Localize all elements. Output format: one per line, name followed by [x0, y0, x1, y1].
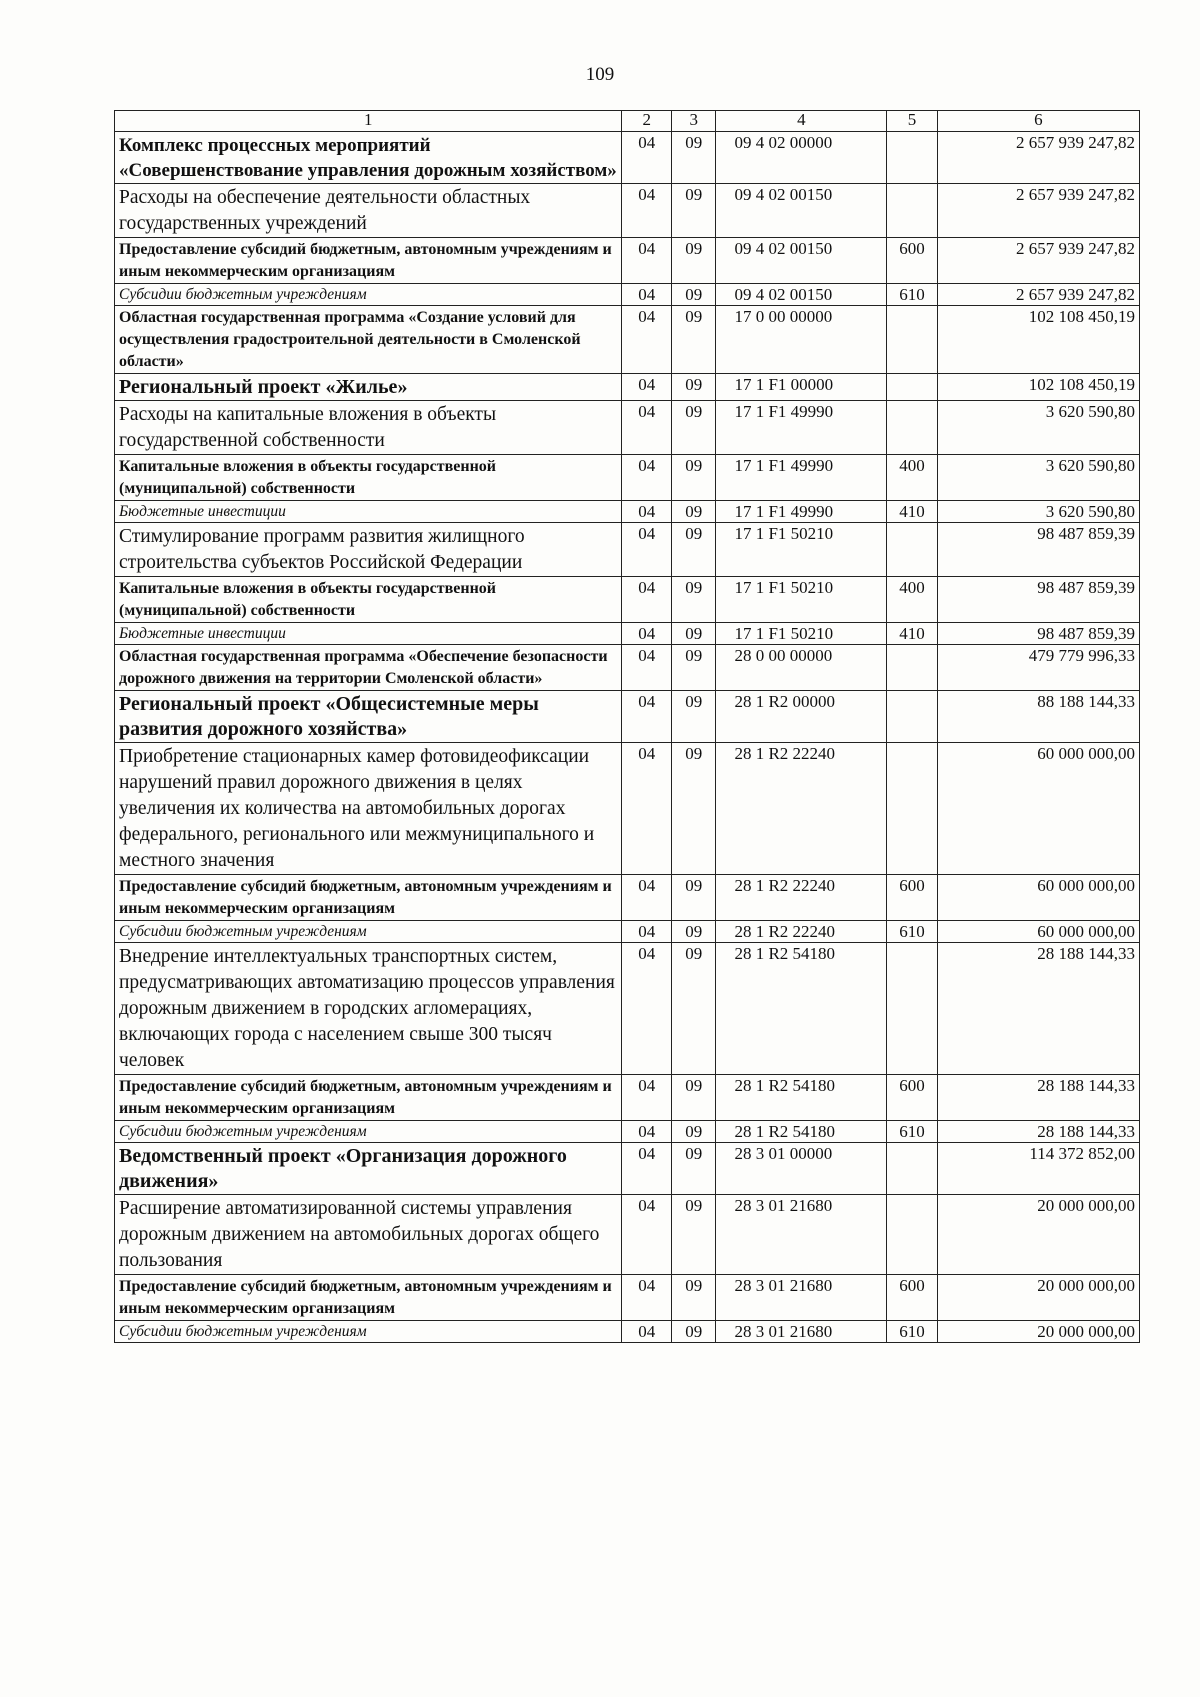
- row-target-article-cell: 09 4 02 00000: [716, 132, 887, 184]
- table-row: [115, 577, 1140, 623]
- row-name-cell: Областная государственная программа «Обеспечение безопасности дорожного движения на территории Смоленской области»: [115, 645, 622, 691]
- table-row: [115, 306, 1140, 374]
- row-amount-cell: 102 108 450,19: [937, 306, 1139, 374]
- row-target-article-cell: 17 0 00 00000: [716, 306, 887, 374]
- row-expense-type-cell: [887, 184, 938, 238]
- row-target-article-cell: 28 3 01 00000: [716, 1143, 887, 1195]
- row-amount-cell: 3 620 590,80: [937, 501, 1139, 523]
- header-cell: 2: [622, 111, 672, 132]
- table-row: [115, 1321, 1140, 1343]
- row-expense-type-cell: 410: [887, 501, 938, 523]
- row-section-cell: 04: [622, 523, 672, 577]
- table-row: [115, 523, 1140, 577]
- table-row: [115, 455, 1140, 501]
- row-target-article-cell: 28 1 R2 22240: [716, 875, 887, 921]
- table-row: [115, 645, 1140, 691]
- row-subsection-cell: 09: [671, 523, 715, 577]
- row-name-cell: Субсидии бюджетным учреждениям: [115, 284, 622, 306]
- header-cell: 4: [716, 111, 887, 132]
- row-expense-type-cell: [887, 401, 938, 455]
- row-name-cell: Субсидии бюджетным учреждениям: [115, 1321, 622, 1343]
- row-target-article-cell: 09 4 02 00150: [716, 184, 887, 238]
- row-expense-type-cell: 400: [887, 455, 938, 501]
- row-section-cell: 04: [622, 645, 672, 691]
- row-target-article-cell: 17 1 F1 50210: [716, 523, 887, 577]
- row-expense-type-cell: [887, 1143, 938, 1195]
- row-subsection-cell: 09: [671, 374, 715, 401]
- row-section-cell: 04: [622, 921, 672, 943]
- table-row: [115, 374, 1140, 401]
- row-expense-type-cell: [887, 743, 938, 875]
- row-name-cell: Бюджетные инвестиции: [115, 623, 622, 645]
- row-expense-type-cell: 610: [887, 1121, 938, 1143]
- table-row: [115, 1075, 1140, 1121]
- row-section-cell: 04: [622, 184, 672, 238]
- table-row: [115, 132, 1140, 184]
- row-expense-type-cell: 600: [887, 238, 938, 284]
- row-target-article-cell: 17 1 F1 50210: [716, 623, 887, 645]
- row-subsection-cell: 09: [671, 401, 715, 455]
- row-section-cell: 04: [622, 1121, 672, 1143]
- row-amount-cell: 60 000 000,00: [937, 921, 1139, 943]
- table-row: [115, 238, 1140, 284]
- row-target-article-cell: 28 0 00 00000: [716, 645, 887, 691]
- row-subsection-cell: 09: [671, 1275, 715, 1321]
- row-name-cell: Региональный проект «Жилье»: [115, 374, 622, 401]
- row-subsection-cell: 09: [671, 921, 715, 943]
- row-section-cell: 04: [622, 1143, 672, 1195]
- row-name-cell: Субсидии бюджетным учреждениям: [115, 921, 622, 943]
- row-name-cell: Стимулирование программ развития жилищного строительства субъектов Российской Федерации: [115, 523, 622, 577]
- row-section-cell: 04: [622, 1195, 672, 1275]
- row-name-cell: Капитальные вложения в объекты государственной (муниципальной) собственности: [115, 577, 622, 623]
- row-name-cell: Предоставление субсидий бюджетным, автономным учреждениям и иным некоммерческим организациям: [115, 1275, 622, 1321]
- row-amount-cell: 28 188 144,33: [937, 1075, 1139, 1121]
- row-subsection-cell: 09: [671, 1195, 715, 1275]
- table-row: [115, 875, 1140, 921]
- row-name-cell: Ведомственный проект «Организация дорожного движения»: [115, 1143, 622, 1195]
- row-amount-cell: 2 657 939 247,82: [937, 184, 1139, 238]
- row-name-cell: Региональный проект «Общесистемные меры развития дорожного хозяйства»: [115, 691, 622, 743]
- row-subsection-cell: 09: [671, 943, 715, 1075]
- row-expense-type-cell: 600: [887, 875, 938, 921]
- row-target-article-cell: 17 1 F1 49990: [716, 401, 887, 455]
- table-row: [115, 401, 1140, 455]
- row-expense-type-cell: [887, 523, 938, 577]
- row-name-cell: Комплекс процессных мероприятий «Совершенствование управления дорожным хозяйством»: [115, 132, 622, 184]
- row-subsection-cell: 09: [671, 455, 715, 501]
- row-expense-type-cell: [887, 306, 938, 374]
- row-amount-cell: 479 779 996,33: [937, 645, 1139, 691]
- row-name-cell: Бюджетные инвестиции: [115, 501, 622, 523]
- row-expense-type-cell: [887, 943, 938, 1075]
- row-target-article-cell: 28 3 01 21680: [716, 1195, 887, 1275]
- row-target-article-cell: 17 1 F1 00000: [716, 374, 887, 401]
- row-name-cell: Субсидии бюджетным учреждениям: [115, 1121, 622, 1143]
- row-target-article-cell: 17 1 F1 49990: [716, 501, 887, 523]
- row-subsection-cell: 09: [671, 743, 715, 875]
- row-amount-cell: 2 657 939 247,82: [937, 284, 1139, 306]
- row-expense-type-cell: [887, 374, 938, 401]
- row-amount-cell: 20 000 000,00: [937, 1321, 1139, 1343]
- row-name-cell: Внедрение интеллектуальных транспортных систем, предусматривающих автоматизацию процессов управления дорожным движением в городских агломерациях, включающих города с населением свыше 300 тысяч человек: [115, 943, 622, 1075]
- row-subsection-cell: 09: [671, 875, 715, 921]
- row-amount-cell: 98 487 859,39: [937, 623, 1139, 645]
- table-row: [115, 1121, 1140, 1143]
- row-name-cell: Расширение автоматизированной системы управления дорожным движением на автомобильных дорогах общего пользования: [115, 1195, 622, 1275]
- row-section-cell: 04: [622, 501, 672, 523]
- row-expense-type-cell: 610: [887, 921, 938, 943]
- row-section-cell: 04: [622, 943, 672, 1075]
- table-row: [115, 743, 1140, 875]
- row-amount-cell: 98 487 859,39: [937, 523, 1139, 577]
- row-subsection-cell: 09: [671, 577, 715, 623]
- row-section-cell: 04: [622, 875, 672, 921]
- row-subsection-cell: 09: [671, 1321, 715, 1343]
- table-row: [115, 1195, 1140, 1275]
- row-name-cell: Предоставление субсидий бюджетным, автономным учреждениям и иным некоммерческим организациям: [115, 875, 622, 921]
- row-section-cell: 04: [622, 284, 672, 306]
- row-target-article-cell: 28 1 R2 22240: [716, 743, 887, 875]
- row-amount-cell: 3 620 590,80: [937, 401, 1139, 455]
- row-amount-cell: 20 000 000,00: [937, 1195, 1139, 1275]
- row-subsection-cell: 09: [671, 184, 715, 238]
- row-target-article-cell: 17 1 F1 50210: [716, 577, 887, 623]
- row-amount-cell: 114 372 852,00: [937, 1143, 1139, 1195]
- row-amount-cell: 60 000 000,00: [937, 743, 1139, 875]
- row-subsection-cell: 09: [671, 623, 715, 645]
- row-expense-type-cell: [887, 132, 938, 184]
- table-row: [115, 184, 1140, 238]
- row-target-article-cell: 28 1 R2 54180: [716, 943, 887, 1075]
- row-amount-cell: 60 000 000,00: [937, 875, 1139, 921]
- row-subsection-cell: 09: [671, 501, 715, 523]
- budget-table: [114, 110, 1140, 1343]
- row-expense-type-cell: 610: [887, 284, 938, 306]
- row-expense-type-cell: 600: [887, 1275, 938, 1321]
- row-subsection-cell: 09: [671, 306, 715, 374]
- row-section-cell: 04: [622, 577, 672, 623]
- row-name-cell: Предоставление субсидий бюджетным, автономным учреждениям и иным некоммерческим организациям: [115, 1075, 622, 1121]
- row-target-article-cell: 28 3 01 21680: [716, 1321, 887, 1343]
- row-section-cell: 04: [622, 401, 672, 455]
- table-row: [115, 501, 1140, 523]
- row-amount-cell: 2 657 939 247,82: [937, 132, 1139, 184]
- row-section-cell: 04: [622, 691, 672, 743]
- row-subsection-cell: 09: [671, 645, 715, 691]
- row-amount-cell: 88 188 144,33: [937, 691, 1139, 743]
- row-subsection-cell: 09: [671, 691, 715, 743]
- row-expense-type-cell: 400: [887, 577, 938, 623]
- row-expense-type-cell: 610: [887, 1321, 938, 1343]
- table-row: [115, 623, 1140, 645]
- row-section-cell: 04: [622, 1075, 672, 1121]
- row-amount-cell: 2 657 939 247,82: [937, 238, 1139, 284]
- row-target-article-cell: 28 1 R2 00000: [716, 691, 887, 743]
- page-number: 109: [585, 64, 615, 85]
- row-section-cell: 04: [622, 623, 672, 645]
- row-amount-cell: 3 620 590,80: [937, 455, 1139, 501]
- row-target-article-cell: 28 1 R2 22240: [716, 921, 887, 943]
- header-row: [115, 111, 1140, 132]
- row-target-article-cell: 28 1 R2 54180: [716, 1121, 887, 1143]
- header-cell: 5: [887, 111, 938, 132]
- row-section-cell: 04: [622, 374, 672, 401]
- row-name-cell: Расходы на обеспечение деятельности областных государственных учреждений: [115, 184, 622, 238]
- row-subsection-cell: 09: [671, 238, 715, 284]
- row-subsection-cell: 09: [671, 1075, 715, 1121]
- row-expense-type-cell: 600: [887, 1075, 938, 1121]
- row-expense-type-cell: [887, 645, 938, 691]
- table-row: [115, 1143, 1140, 1195]
- row-name-cell: Предоставление субсидий бюджетным, автономным учреждениям и иным некоммерческим организациям: [115, 238, 622, 284]
- row-subsection-cell: 09: [671, 1143, 715, 1195]
- row-section-cell: 04: [622, 306, 672, 374]
- table-row: [115, 691, 1140, 743]
- row-section-cell: 04: [622, 743, 672, 875]
- row-subsection-cell: 09: [671, 1121, 715, 1143]
- row-subsection-cell: 09: [671, 284, 715, 306]
- header-cell: 3: [671, 111, 715, 132]
- row-name-cell: Расходы на капитальные вложения в объекты государственной собственности: [115, 401, 622, 455]
- row-target-article-cell: 28 1 R2 54180: [716, 1075, 887, 1121]
- table-row: [115, 1275, 1140, 1321]
- row-expense-type-cell: [887, 691, 938, 743]
- table-row: [115, 284, 1140, 306]
- row-name-cell: Областная государственная программа «Создание условий для осуществления градостроительной деятельности в Смоленской области»: [115, 306, 622, 374]
- table-row: [115, 943, 1140, 1075]
- row-target-article-cell: 09 4 02 00150: [716, 284, 887, 306]
- row-target-article-cell: 28 3 01 21680: [716, 1275, 887, 1321]
- row-expense-type-cell: [887, 1195, 938, 1275]
- row-expense-type-cell: 410: [887, 623, 938, 645]
- row-section-cell: 04: [622, 455, 672, 501]
- header-cell: 6: [937, 111, 1139, 132]
- row-subsection-cell: 09: [671, 132, 715, 184]
- row-amount-cell: 28 188 144,33: [937, 943, 1139, 1075]
- row-section-cell: 04: [622, 1275, 672, 1321]
- header-cell: 1: [115, 111, 622, 132]
- row-name-cell: Капитальные вложения в объекты государственной (муниципальной) собственности: [115, 455, 622, 501]
- row-amount-cell: 98 487 859,39: [937, 577, 1139, 623]
- row-target-article-cell: 17 1 F1 49990: [716, 455, 887, 501]
- row-section-cell: 04: [622, 132, 672, 184]
- row-amount-cell: 102 108 450,19: [937, 374, 1139, 401]
- row-amount-cell: 28 188 144,33: [937, 1121, 1139, 1143]
- row-name-cell: Приобретение стационарных камер фотовидеофиксации нарушений правил дорожного движения в целях увеличения их количества на автомобильных дорогах федерального, регионального или межмуниципального и местного значения: [115, 743, 622, 875]
- row-amount-cell: 20 000 000,00: [937, 1275, 1139, 1321]
- row-section-cell: 04: [622, 1321, 672, 1343]
- row-section-cell: 04: [622, 238, 672, 284]
- row-target-article-cell: 09 4 02 00150: [716, 238, 887, 284]
- table-row: [115, 921, 1140, 943]
